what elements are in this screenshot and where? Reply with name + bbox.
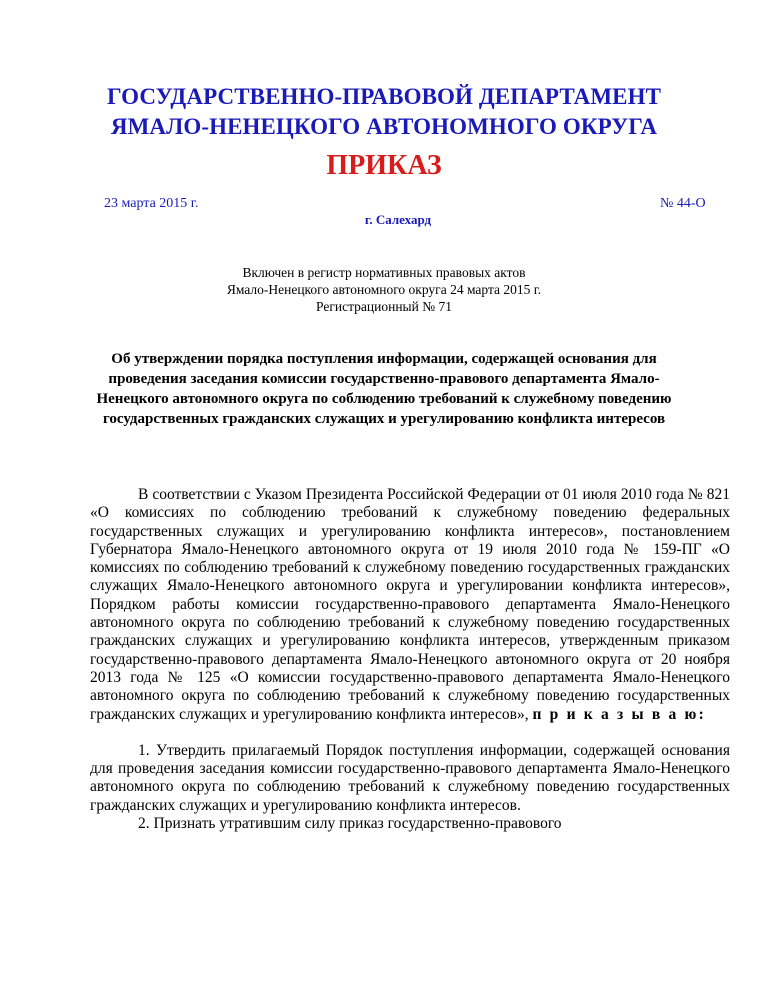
- item-1-paragraph: 1. Утвердить прилагаемый Порядок поступления информации, содержащей основания для проведения заседания комиссии государственно-правового департамента Ямало-Ненецкого автономного округа по соблюдению требований к служебному поведению государственных гражданских служащих и урегулированию конфликта интересов.: [90, 741, 730, 814]
- registration-line-3: Регистрационный № 71: [316, 299, 452, 314]
- registration-note: [0, 264, 768, 315]
- registration-line-1: Включен в регистр нормативных правовых актов: [242, 265, 526, 280]
- order-number: № 44-О: [660, 196, 706, 211]
- preamble-paragraph: [90, 486, 730, 724]
- item-2-paragraph: 2. Признать утратившим силу приказ государственно-правового: [138, 815, 562, 833]
- order-city: г. Салехард: [364, 212, 432, 227]
- department-line-1: ГОСУДАРСТВЕННО-ПРАВОВОЙ ДЕПАРТАМЕНТ: [106, 84, 662, 109]
- order-subject: Об утверждении порядка поступления информации, содержащей основания для проведения заседания комиссии государственно-правового департамента Ямало-Ненецкого автономного округа по соблюдению требований к служебному поведению государственных гражданских служащих и урегулированию конфликта интересов: [96, 351, 672, 427]
- decree-word: п р и к а з ы в а ю:: [532, 705, 706, 723]
- order-title: ПРИКАЗ: [326, 150, 442, 181]
- order-body: [90, 486, 730, 833]
- preamble-text: В соответствии с Указом Президента Российской Федерации от 01 июля 2010 года № 821 «О комиссиях по соблюдению требований к служебному поведению федеральных государственных служащих и урегулированию конфликта интересов», постановлением Губернатора Ямало-Ненецкого автономного округа от 19 июля 2010 года № 159-ПГ «О комиссиях по соблюдению требований к служебному поведению государственных гражданских служащих Ямало-Ненецкого автономного округа и урегулировании конфликта интересов», Порядком работы комиссии государственно-правового департамента Ямало-Ненецкого автономного округа по соблюдению требований к служебному поведению государственных гражданских служащих и урегулированию конфликта интересов, утвержденным приказом государственно-правового департамента Ямало-Ненецкого автономного округа от 20 ноября 2013 года № 125 «О комиссии государственно-правового департамента Ямало-Ненецкого автономного округа по соблюдению требований к служебному поведению государственных гражданских служащих и урегулированию конфликта интересов»,: [90, 486, 730, 723]
- department-line-2: ЯМАЛО-НЕНЕЦКОГО АВТОНОМНОГО ОКРУГА: [110, 114, 658, 139]
- order-date: 23 марта 2015 г.: [104, 196, 199, 211]
- department-heading: [0, 82, 768, 142]
- registration-line-2: Ямало-Ненецкого автономного округа 24 марта 2015 г.: [226, 282, 542, 297]
